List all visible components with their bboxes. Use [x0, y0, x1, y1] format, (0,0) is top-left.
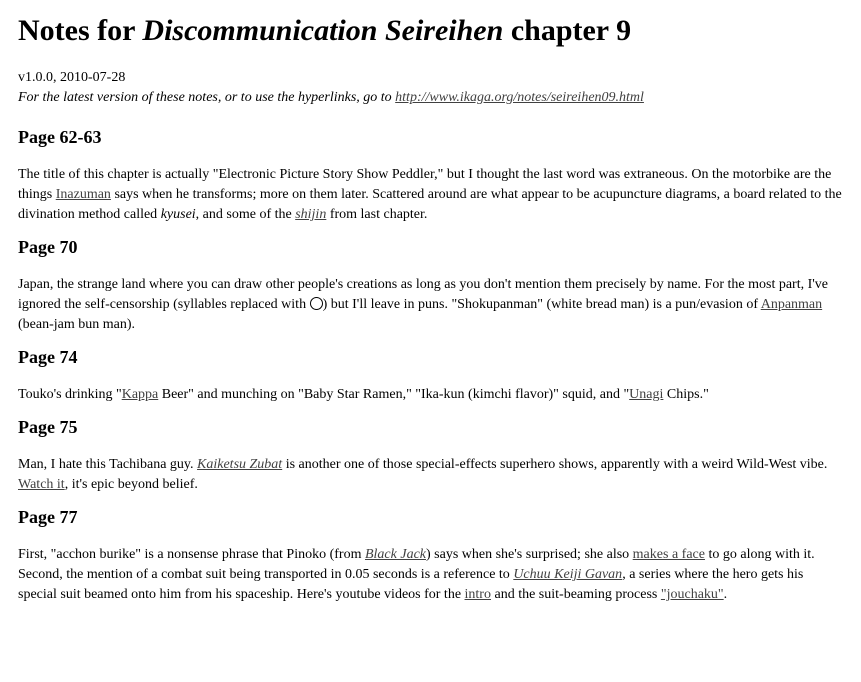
section-paragraph — [18, 545, 843, 605]
section-paragraph — [18, 165, 843, 225]
link-shijin[interactable] — [295, 207, 326, 222]
notes-url-link[interactable]: http://www.ikaga.org/notes/seireihen09.html — [395, 90, 644, 105]
emphasis-kyusei: kyusei — [160, 207, 196, 222]
meta-block — [18, 68, 843, 108]
text-run: to go along with it. Second, the mention of a combat suit being transported in 0.05 seconds is a reference to — [18, 547, 815, 582]
link-uchuu-keiji-gavan-text: Uchuu Keiji Gavan — [513, 567, 623, 582]
page-title — [18, 12, 843, 50]
circle-glyph-icon — [310, 297, 323, 310]
text-run: First, "acchon burike" is a nonsense phrase that Pinoko (from — [18, 547, 365, 562]
section-page-77 — [18, 506, 843, 605]
text-run: The title of this chapter is actually "Electronic Picture Story Show Peddler," but I thought the last word was extraneous. On the motorbike are the things — [18, 167, 832, 202]
text-run: is another one of those special-effects superhero shows, apparently with a weird Wild-West vibe. — [282, 457, 828, 472]
text-run: ) says when she's surprised; she also — [426, 547, 633, 562]
text-run: says when he transforms; more on them later. Scattered around are what appear to be acupuncture diagrams, a board related to the divination method called — [18, 187, 842, 222]
text-run: (bean-jam bun man). — [18, 317, 136, 332]
latest-version-note — [18, 88, 843, 108]
link-kaiketsu-zubat[interactable] — [197, 457, 282, 472]
section-page-75 — [18, 416, 843, 495]
section-heading: Page 74 — [18, 347, 78, 367]
text-run: Touko's drinking " — [18, 387, 122, 402]
section-heading: Page 75 — [18, 417, 78, 437]
link-makes-a-face[interactable]: makes a face — [632, 547, 705, 562]
section-paragraph — [18, 275, 843, 335]
text-run: , it's epic beyond belief. — [64, 477, 198, 492]
link-jouchaku[interactable]: "jouchaku" — [660, 587, 724, 602]
title-italic: Discommunication Seireihen — [142, 14, 504, 47]
title-prefix: Notes for — [18, 14, 143, 47]
section-page-74 — [18, 346, 843, 405]
link-black-jack[interactable] — [365, 547, 426, 562]
text-run: Man, I hate this Tachibana guy. — [18, 457, 198, 472]
section-heading: Page 70 — [18, 237, 78, 257]
text-run: Beer" and munching on "Baby Star Ramen," "Ika-kun (kimchi flavor)" squid, and " — [158, 387, 630, 402]
link-watch-it[interactable]: Watch it — [18, 477, 65, 492]
link-anpanman[interactable]: Anpanman — [760, 297, 823, 312]
link-inazuman[interactable]: Inazuman — [55, 187, 111, 202]
version-line: v1.0.0, 2010-07-28 — [18, 70, 126, 85]
link-unagi[interactable]: Unagi — [629, 387, 664, 402]
link-intro[interactable]: intro — [464, 587, 491, 602]
text-run: , and some of the — [195, 207, 296, 222]
title-suffix: chapter 9 — [503, 14, 632, 47]
section-heading: Page 62-63 — [18, 127, 102, 147]
text-run: Chips." — [663, 387, 709, 402]
section-page-62-63 — [18, 126, 843, 225]
link-shijin-text: shijin — [295, 207, 327, 222]
text-run: from last chapter. — [326, 207, 428, 222]
link-kappa[interactable]: Kappa — [121, 387, 159, 402]
link-kaiketsu-zubat-text: Kaiketsu Zubat — [197, 457, 283, 472]
link-black-jack-text: Black Jack — [364, 547, 426, 562]
section-paragraph — [18, 385, 843, 405]
text-run: , a series where the hero gets his special suit beamed onto him from his spaceship. Here's youtube videos for the — [18, 567, 804, 602]
text-run: and the suit-beaming process — [490, 587, 661, 602]
section-heading: Page 77 — [18, 507, 78, 527]
section-paragraph — [18, 455, 843, 495]
text-run: ) but I'll leave in puns. "Shokupanman" (white bread man) is a pun/evasion of — [322, 297, 761, 312]
note-text: For the latest version of these notes, or to use the hyperlinks, go to — [18, 90, 396, 105]
text-run: Japan, the strange land where you can draw other people's creations as long as you don't mention them precisely by name. For the most part, I've ignored the self-censorship (syllables replaced with — [18, 277, 829, 312]
text-run: . — [723, 587, 728, 602]
link-uchuu-keiji-gavan[interactable] — [513, 567, 622, 582]
section-page-70 — [18, 236, 843, 335]
